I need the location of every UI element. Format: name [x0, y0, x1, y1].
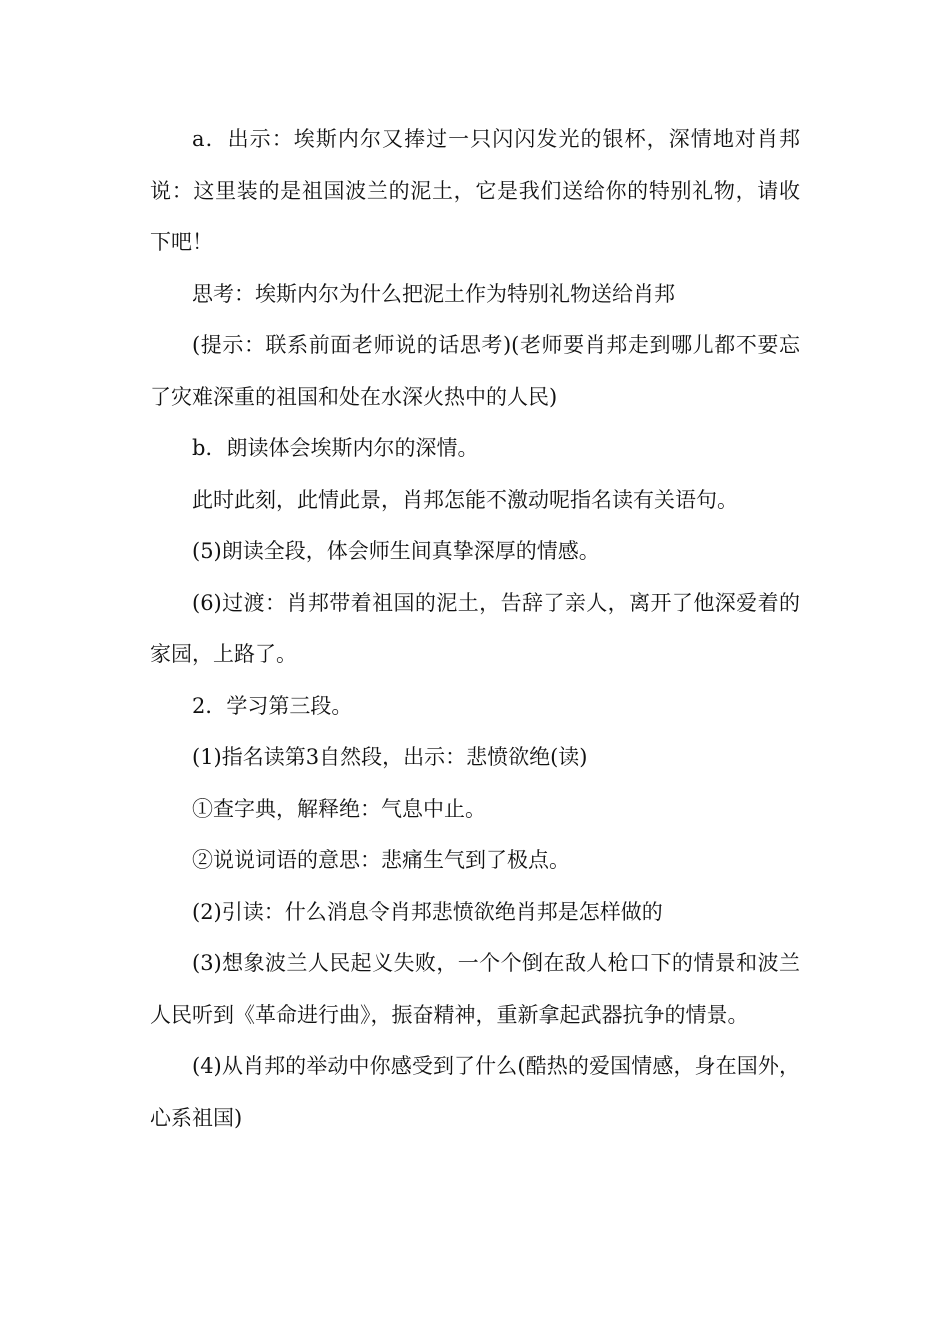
paragraph-step-1: (1)指名读第3自然段，出示：悲愤欲绝(读) [192, 745, 588, 769]
paragraph-step-3: (3)想象波兰人民起义失败，一个个倒在敌人枪口下的情景和波兰人民听到《革命进行曲》，振奋精神，重新拿起武器抗争的情景。 [150, 951, 800, 1027]
paragraph-dictionary: ①查字典，解释绝：气息中止。 [192, 796, 486, 821]
paragraph-step-4: (4)从肖邦的举动中你感受到了什么(酷热的爱国情感，身在国外，心系祖国) [150, 1054, 800, 1130]
paragraph-hint: (提示：联系前面老师说的话思考)(老师要肖邦走到哪儿都不要忘了灾难深重的祖国和处在水深火热中的人民) [150, 333, 800, 409]
paragraph-silver-cup: a．出示：埃斯内尔又捧过一只闪闪发光的银杯，深情地对肖邦说：这里装的是祖国波兰的泥土，它是我们送给你的特别礼物，请收下吧！ [150, 127, 800, 254]
section-heading-part-3: 2．学习第三段。 [192, 693, 353, 718]
document-body [150, 114, 800, 1144]
paragraph-word-meaning: ②说说词语的意思：悲痛生气到了极点。 [192, 848, 570, 872]
paragraph-think-question: 思考：埃斯内尔为什么把泥土作为特别礼物送给肖邦 [192, 281, 675, 306]
paragraph-read-aloud: b．朗读体会埃斯内尔的深情。 [192, 436, 479, 460]
paragraph-step-2: (2)引读：什么消息令肖邦悲愤欲绝肖邦是怎样做的 [192, 899, 663, 924]
paragraph-step-5: (5)朗读全段，体会师生间真挚深厚的情感。 [192, 539, 600, 563]
paragraph-this-moment: 此时此刻，此情此景，肖邦怎能不激动呢指名读有关语句。 [192, 487, 738, 512]
paragraph-step-6: (6)过渡：肖邦带着祖国的泥土，告辞了亲人，离开了他深爱着的家园，上路了。 [150, 590, 800, 666]
